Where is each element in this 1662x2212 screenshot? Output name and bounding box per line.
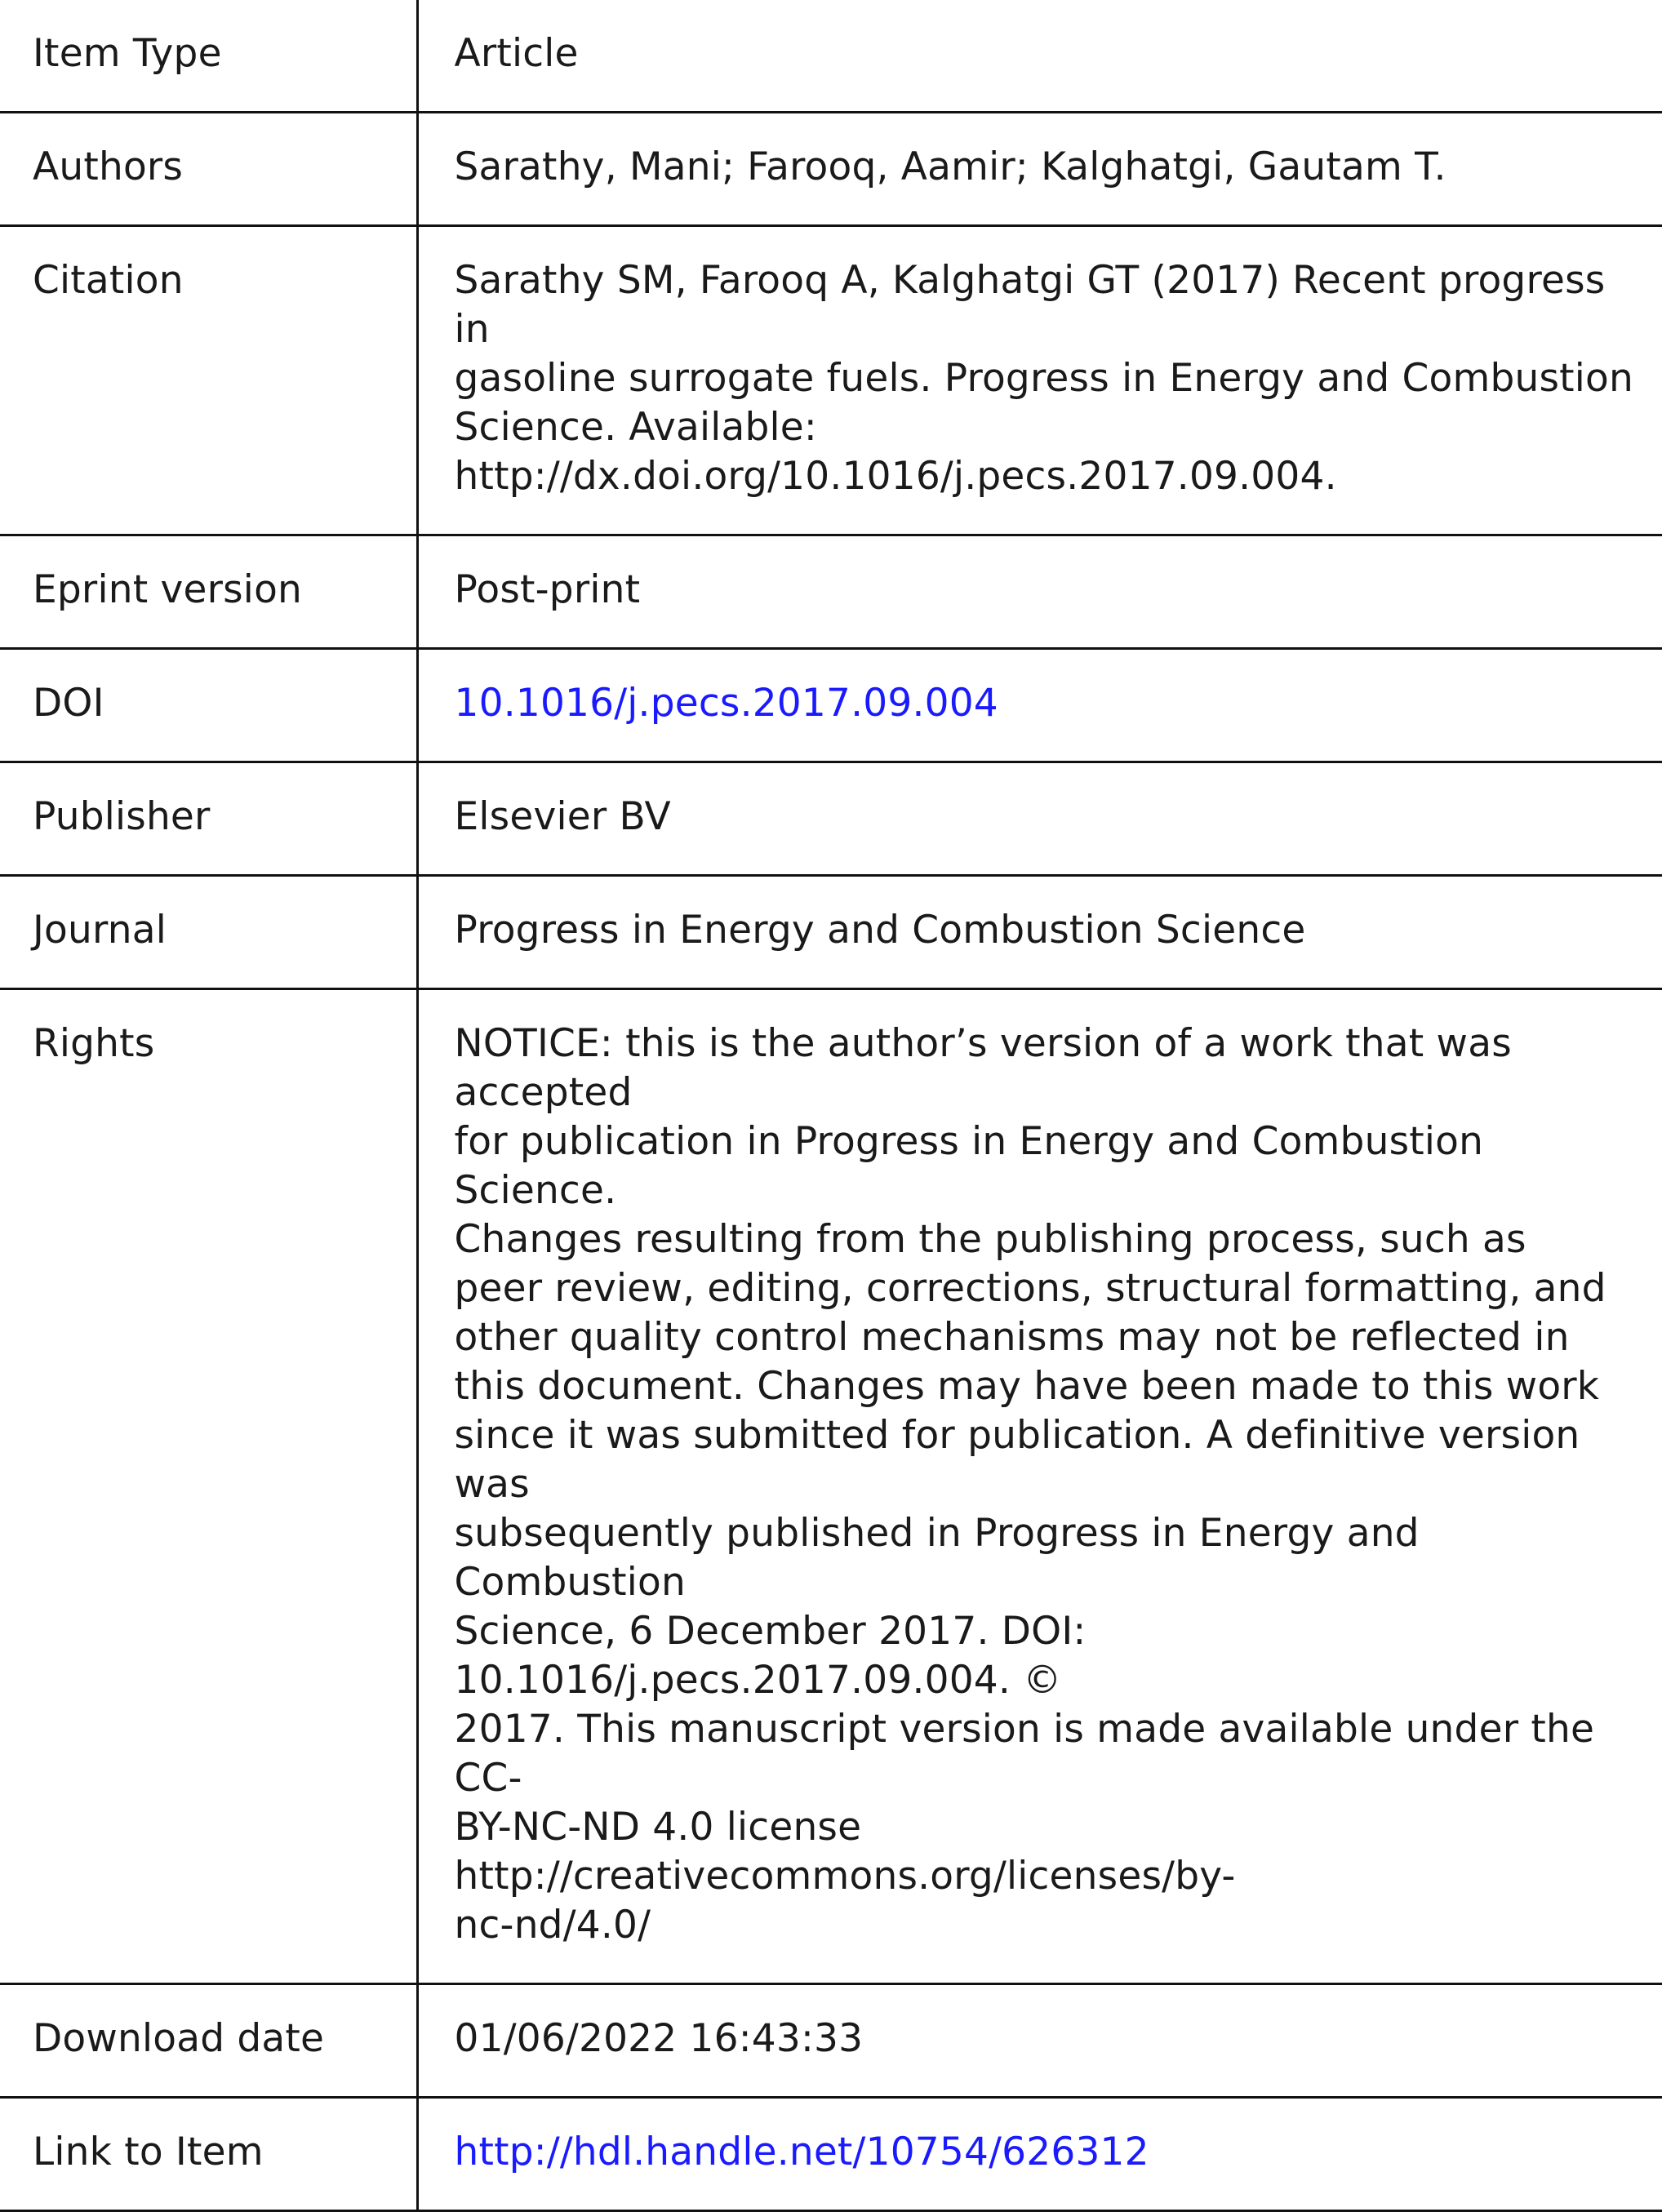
rights-label: Rights bbox=[0, 989, 417, 1984]
citation-value: Sarathy SM, Farooq A, Kalghatgi GT (2017) Recent progress in gasoline surrogate fuels. Progress in Energy and Combustion Science. Available: http://dx.doi.org/10.1016/j.pecs.2017.09.004. bbox=[454, 258, 1633, 499]
journal-label: Journal bbox=[0, 876, 417, 989]
publisher-value: Elsevier BV bbox=[454, 794, 671, 839]
row-journal bbox=[0, 876, 1662, 989]
row-citation bbox=[0, 226, 1662, 535]
doi-value bbox=[417, 649, 1662, 762]
row-download-date bbox=[0, 1984, 1662, 2098]
item-type-value: Article bbox=[454, 31, 579, 76]
row-link-to-item bbox=[0, 2098, 1662, 2211]
eprint-version-value: Post-print bbox=[454, 567, 641, 612]
row-item-type bbox=[0, 0, 1662, 113]
authors-value: Sarathy, Mani; Farooq, Aamir; Kalghatgi, Gautam T. bbox=[454, 144, 1446, 189]
doi-label: DOI bbox=[0, 649, 417, 762]
row-eprint-version bbox=[0, 535, 1662, 649]
link-to-item-value bbox=[417, 2098, 1662, 2211]
authors-label: Authors bbox=[0, 113, 417, 226]
download-date-value: 01/06/2022 16:43:33 bbox=[454, 2016, 864, 2061]
item-handle-link[interactable]: http://hdl.handle.net/10754/626312 bbox=[454, 2130, 1149, 2174]
rights-value: NOTICE: this is the author’s version of a work that was accepted for publication in Progress in Energy and Combustion Science. Changes resulting from the publishing process, such as peer review, editing, corrections, structural formatting, and other quality control mechanisms may not be reflected in this document. Changes may have been made to this work since it was submitted for publication. A definitive version was subsequently published in Progress in Energy and Combustion Science, 6 December 2017. DOI: 10.1016/j.pecs.2017.09.004. © 2017. This manuscript version is made available under the CC- BY-NC-ND 4.0 license http://creativecommons.org/licenses/by- nc-nd/4.0/ bbox=[454, 1021, 1606, 1948]
row-rights bbox=[0, 989, 1662, 1984]
row-authors bbox=[0, 113, 1662, 226]
row-publisher bbox=[0, 762, 1662, 876]
publisher-label: Publisher bbox=[0, 762, 417, 876]
doi-link[interactable]: 10.1016/j.pecs.2017.09.004 bbox=[454, 681, 998, 726]
journal-value: Progress in Energy and Combustion Science bbox=[454, 908, 1306, 953]
download-date-label: Download date bbox=[0, 1984, 417, 2098]
row-doi bbox=[0, 649, 1662, 762]
eprint-version-label: Eprint version bbox=[0, 535, 417, 649]
citation-label: Citation bbox=[0, 226, 417, 535]
link-to-item-label: Link to Item bbox=[0, 2098, 417, 2211]
item-type-label: Item Type bbox=[0, 0, 417, 113]
